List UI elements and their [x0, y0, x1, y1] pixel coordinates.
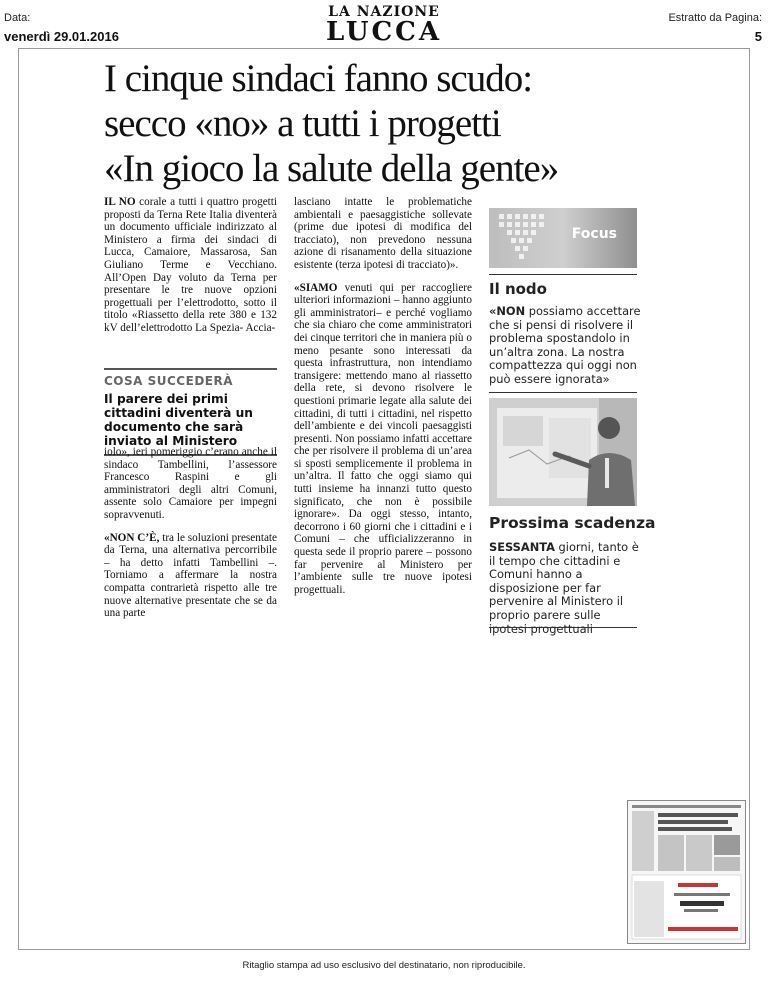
article-column-1-top: [104, 196, 277, 335]
masthead-title: LA NAZIONE: [328, 4, 440, 20]
sidebar-divider: [489, 392, 637, 393]
sidebar-divider: [489, 627, 637, 628]
headline-line-2: secco «no» a tutti i progetti: [104, 102, 501, 145]
article-column-1-bottom: [104, 446, 277, 620]
nodo-quote: [489, 305, 641, 387]
sidebar-divider: [489, 274, 637, 275]
info-box: [104, 368, 277, 456]
paragraph-text: corale a tutti i quattro progetti proposti da Terna Rete Italia diventerà un documento ufficiale indirizzato al Ministero a firma dei sindaci di Lucca, Camaiore, Massarosa, San Giuliano Terme e Vecchiano. All’Open Day voluto da Terna per presentare le tre nuove opzioni progettuali per l’elettrodotto, sotto il titolo «Riassetto della rete 380 e 132 kV dell’elettrodotto La Spezia- Accia-: [104, 196, 277, 334]
box-title: Il parere dei primi cittadini diventerà un documento che sarà inviato al Ministero: [104, 392, 253, 448]
page-thumbnail: [627, 800, 746, 944]
article-column-2: [294, 196, 472, 596]
nodo-title: Il nodo: [489, 280, 547, 298]
scadenza-body: giorni, tanto è il tempo che cittadini e Comuni hanno a disposizione per far pervenire al Ministero il proprio parere sulle ipotesi progettuali: [489, 540, 639, 636]
page-number: 5: [754, 29, 762, 44]
extract-label: Estratto da Pagina:: [668, 12, 762, 24]
paragraph-text: lasciano intatte le problematiche ambientali e paesaggistiche sollevate (prime due ipotesi di modifica del tracciato), non prevedono nessuna azione di risanamento della situazione esistente (terza ipotesi di tracciato)».: [294, 196, 472, 271]
focus-label: Focus: [571, 226, 617, 242]
masthead-city: LUCCA: [325, 17, 443, 47]
focus-banner: [489, 208, 637, 268]
paragraph-lead: «SIAMO: [294, 281, 338, 294]
box-kicker: COSA SUCCEDERÀ: [104, 374, 233, 388]
paragraph-text: tra le soluzioni presentate da Terna, una alternativa percorribile – ha detto infatti Tambellini –. Torniamo a affermare la nostra compatta contrarietà rispetto alle tre nuove alternative presentate che se da una parte: [104, 531, 277, 620]
headline-line-3: «In gioco la salute della gente»: [104, 147, 559, 190]
scadenza-lead: SESSANTA: [489, 540, 555, 554]
headline: [104, 56, 704, 191]
scadenza-title: Prossima scadenza: [489, 514, 656, 532]
quote-text: possiamo accettare che si pensi di risolvere il problema spostandolo in un’altra zona. La nostra compattezza qui oggi non può essere ignorata»: [489, 304, 641, 386]
paragraph-text: venuti qui per raccogliere ulteriori informazioni – hanno aggiunto gli amministratori– e perché vogliamo che sia chiaro che come amministratori dei cinque territori che in maniera più o meno pesante sono interessati da questa infrastruttura, non intendiamo transigere: mettendo mano al riassetto della rete, si devono risolvere le questioni primarie legate alla salute dei cittadini, di tutti i cittadini, nel rispetto dell’ambiente e dei vincoli paesaggisti presenti. Non possiamo infatti accettare che per risolvere il problema di un’area si sposti semplicemente il problema in un’altra. Il fatto che oggi siamo qui tutti insieme ha innanzi tutto questo significato, che non è possibile ignorare». Da oggi stesso, intanto, decorrono i 60 giorni che i cittadini e i Comuni – che ufficializzeranno in questa sede il proprio parere – possono far pervenire al Ministero per l’ambiente sulle tre nuove ipotesi progettuali.: [294, 281, 472, 596]
dot-grid-icon: [497, 212, 553, 264]
scadenza-text: [489, 541, 641, 636]
headline-line-1: I cinque sindaci fanno scudo:: [104, 57, 533, 100]
date-label: Data:: [4, 12, 31, 24]
paragraph-lead: «NON C’È,: [104, 531, 160, 544]
paragraph-lead: IL NO: [104, 196, 136, 208]
paragraph-text: iolo», ieri pomeriggio c’erano anche il sindaco Tambellini, l’assessore Francesco Raspini e gli amministratori degli altri Comuni, assente solo Camaiore per impegni sopravvenuti.: [104, 446, 277, 521]
thumbnail-illustration: [628, 801, 745, 943]
footer-disclaimer: Ritaglio stampa ad uso esclusivo del destinatario, non riproducibile.: [242, 960, 526, 971]
date-value: venerdì 29.01.2016: [4, 29, 119, 44]
quote-lead: «NON: [489, 304, 526, 318]
photo-illustration: [489, 398, 637, 506]
photo-man-pointing-at-map: [489, 398, 637, 506]
